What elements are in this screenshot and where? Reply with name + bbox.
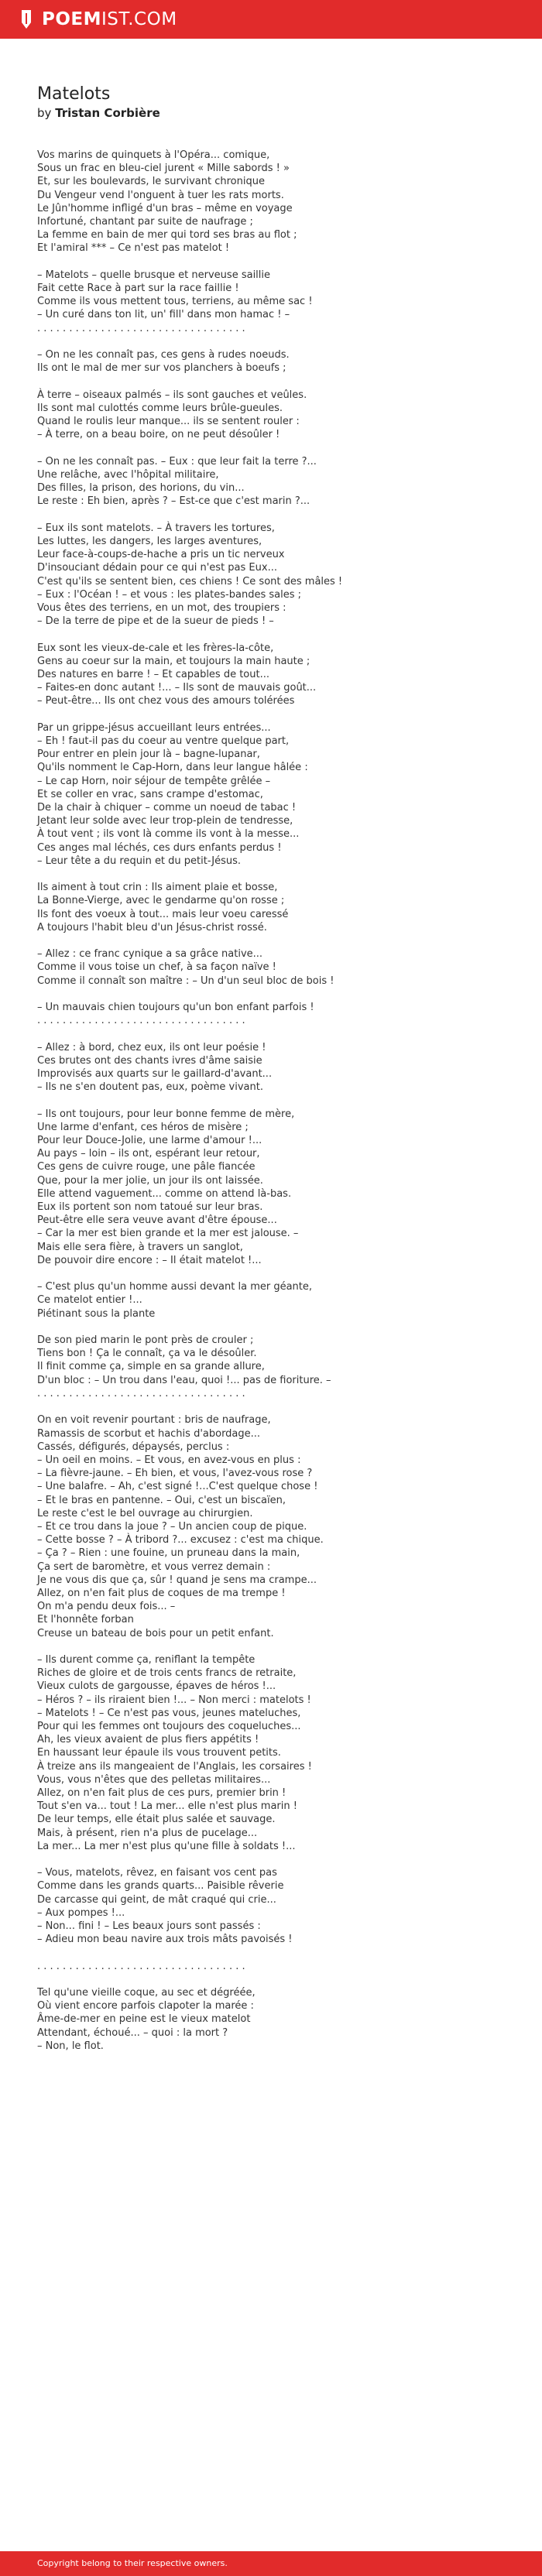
site-footer — [0, 2551, 542, 2576]
poem-content — [37, 84, 517, 2053]
quill-pen-icon — [17, 9, 36, 30]
by-label: by — [37, 106, 52, 120]
logo-text — [42, 9, 177, 30]
site-header — [0, 0, 542, 39]
poem-byline — [37, 105, 517, 121]
author-link[interactable]: Tristan Corbière — [55, 106, 160, 120]
poem-title: Matelots — [37, 84, 111, 104]
site-logo[interactable] — [17, 9, 177, 30]
copyright-text: Copyright belong to their respective owners. — [37, 2558, 228, 2568]
logo-text-light: IST.COM — [101, 9, 177, 29]
poem-text: Vos marins de quinquets à l'Opéra... comique, Sous un frac en bleu-ciel jurent « Mille sabords ! » Et, sur les boulevards, le survivant chronique Du Vengeur vend l'onguent à tuer les rats morts. Le Jûn'homme infligé d'un bras – même en voyage Infortuné, chantant par suite de naufrage ; La femme en bain de mer qui tord ses bras au flot ; Et l'amiral *** – Ce n'est pas matelot ! – Matelots – quelle brusque et nerveuse saillie Fait cette Race à part sur la race faillie ! Comme ils vous mettent tous, terriens, au même sac ! – Un curé dans ton lit, un' fill' dans mon hamac ! – . . . . . . . . . . . . . . . . . . . . . . . . . . . . . . . . . – On ne les connaît pas, ces gens à rudes noeuds. Ils ont le mal de mer sur vos planchers à boeufs ; À terre – oiseaux palmés – ils sont gauches et veûles. Ils sont mal culottés comme leurs brûle-gueules. Quand le roulis leur manque... ils se sentent rouler : – À terre, on a beau boire, on ne peut désoûler ! – On ne les connaît pas. – Eux : que leur fait la terre ?... Une relâche, avec l'hôpital militaire, Des filles, la prison, des horions, du vin... Le reste : Eh bien, après ? – Est-ce que c'est marin ?... – Eux ils sont matelots. – À travers les tortures, Les luttes, les dangers, les larges aventures, Leur face-à-coups-de-hache a pris un tic nerveux D'insouciant dédain pour ce qui n'est pas Eux... C'est qu'ils se sentent bien, ces chiens ! Ce sont des mâles ! – Eux : l'Océan ! – et vous : les plates-bandes sales ; Vous êtes des terriens, en un mot, des troupiers : – De la terre de pipe et de la sueur de pieds ! – Eux sont les vieux-de-cale et les frères-la-côte, Gens au coeur sur la main, et toujours la main haute ; Des natures en barre ! – Et capables de tout... – Faites-en donc autant !... – Ils sont de mauvais goût... – Peut-être... Ils ont chez vous des amours tolérées Par un grippe-jésus accueillant leurs entrées... – Eh ! faut-il pas du coeur au ventre quelque part, Pour entrer en plein jour là – bagne-lupanar, Qu'ils nomment le Cap-Horn, dans leur langue hâlée : – Le cap Horn, noir séjour de tempête grêlée – Et se coller en vrac, sans crampe d'estomac, De la chair à chiquer – comme un noeud de tabac ! Jetant leur solde avec leur trop-plein de tendresse, À tout vent ; ils vont là comme ils vont à la messe... Ces anges mal léchés, ces durs enfants perdus ! – Leur tête a du requin et du petit-Jésus. Ils aiment à tout crin : Ils aiment plaie et bosse, La Bonne-Vierge, avec le gendarme qu'on rosse ; Ils font des voeux à tout... mais leur voeu caressé A toujours l'habit bleu d'un Jésus-christ rossé. – Allez : ce franc cynique a sa grâce native... Comme il vous toise un chef, à sa façon naïve ! Comme il connaît son maître : – Un d'un seul bloc de bois ! – Un mauvais chien toujours qu'un bon enfant parfois ! . . . . . . . . . . . . . . . . . . . . . . . . . . . . . . . . . – Allez : à bord, chez eux, ils ont leur poésie ! Ces brutes ont des chants ivres d'âme saisie Improvisés aux quarts sur le gaillard-d'avant... – Ils ne s'en doutent pas, eux, poème vivant. – Ils ont toujours, pour leur bonne femme de mère, Une larme d'enfant, ces héros de misère ; Pour leur Douce-Jolie, une larme d'amour !... Au pays – loin – ils ont, espérant leur retour, Ces gens de cuivre rouge, une pâle fiancée Que, pour la mer jolie, un jour ils ont laissée. Elle attend vaguement... comme on attend là-bas. Eux ils portent son nom tatoué sur leur bras. Peut-être elle sera veuve avant d'être épouse... – Car la mer est bien grande et la mer est jalouse. – Mais elle sera fière, à travers un sanglot, De pouvoir dire encore : – Il était matelot !... – C'est plus qu'un homme aussi devant la mer géante, Ce matelot entier !... Piétinant sous la plante De son pied marin le pont près de crouler ; Tiens bon ! Ça le connaît, ça va le désoûler. Il finit comme ça, simple en sa grande allure, D'un bloc : – Un trou dans l'eau, quoi !... pas de fioriture. – . . . . . . . . . . . . . . . . . . . . . . . . . . . . . . . . . On en voit revenir pourtant : bris de naufrage, Ramassis de scorbut et hachis d'abordage... Cassés, défigurés, dépaysés, perclus : – Un oeil en moins. – Et vous, en avez-vous en plus : – La fièvre-jaune. – Eh bien, et vous, l'avez-vous rose ? – Une balafre. – Ah, c'est signé !...C'est quelque chose ! – Et le bras en pantenne. – Oui, c'est un biscaïen, Le reste c'est le bel ouvrage au chirurgien. – Et ce trou dans la joue ? – Un ancien coup de pique. – Cette bosse ? – À tribord ?... excusez : c'est ma chique. – Ça ? – Rien : une fouine, un pruneau dans la main, Ça sert de baromètre, et vous verrez demain : Je ne vous dis que ça, sûr ! quand je sens ma crampe... Allez, on n'en fait plus de coques de ma trempe ! On m'a pendu deux fois... – Et l'honnête forban Creuse un bateau de bois pour un petit enfant. – Ils durent comme ça, reniflant la tempête Riches de gloire et de trois cents francs de retraite, Vieux culots de gargousse, épaves de héros !... – Héros ? – ils riraient bien !... – Non merci : matelots ! – Matelots ! – Ce n'est pas vous, jeunes mateluches, Pour qui les femmes ont toujours des coqueluches... Ah, les vieux avaient de plus fiers appétits ! En haussant leur épaule ils vous trouvent petits. À treize ans ils mangeaient de l'Anglais, les corsaires ! Vous, vous n'êtes que des pelletas militaires... Allez, on n'en fait plus de ces purs, premier brin ! Tout s'en va... tout ! La mer... elle n'est plus marin ! De leur temps, elle était plus salée et sauvage. Mais, à présent, rien n'a plus de pucelage... La mer... La mer n'est plus qu'une fille à soldats !... – Vous, matelots, rêvez, en faisant vos cent pas Comme dans les grands quarts... Paisible rêverie De carcasse qui geint, de mât craqué qui crie... – Aux pompes !... – Non... fini ! – Les beaux jours sont passés : – Adieu mon beau navire aux trois mâts pavoisés ! . . . . . . . . . . . . . . . . . . . . . . . . . . . . . . . . . Tel qu'une vieille coque, au sec et dégréée, Où vient encore parfois clapoter la marée : Âme-de-mer en peine est le vieux matelot Attendant, échoué... – quoi : la mort ? – Non, le flot. — [37, 149, 343, 2052]
logo-text-bold: POEM — [42, 9, 102, 29]
